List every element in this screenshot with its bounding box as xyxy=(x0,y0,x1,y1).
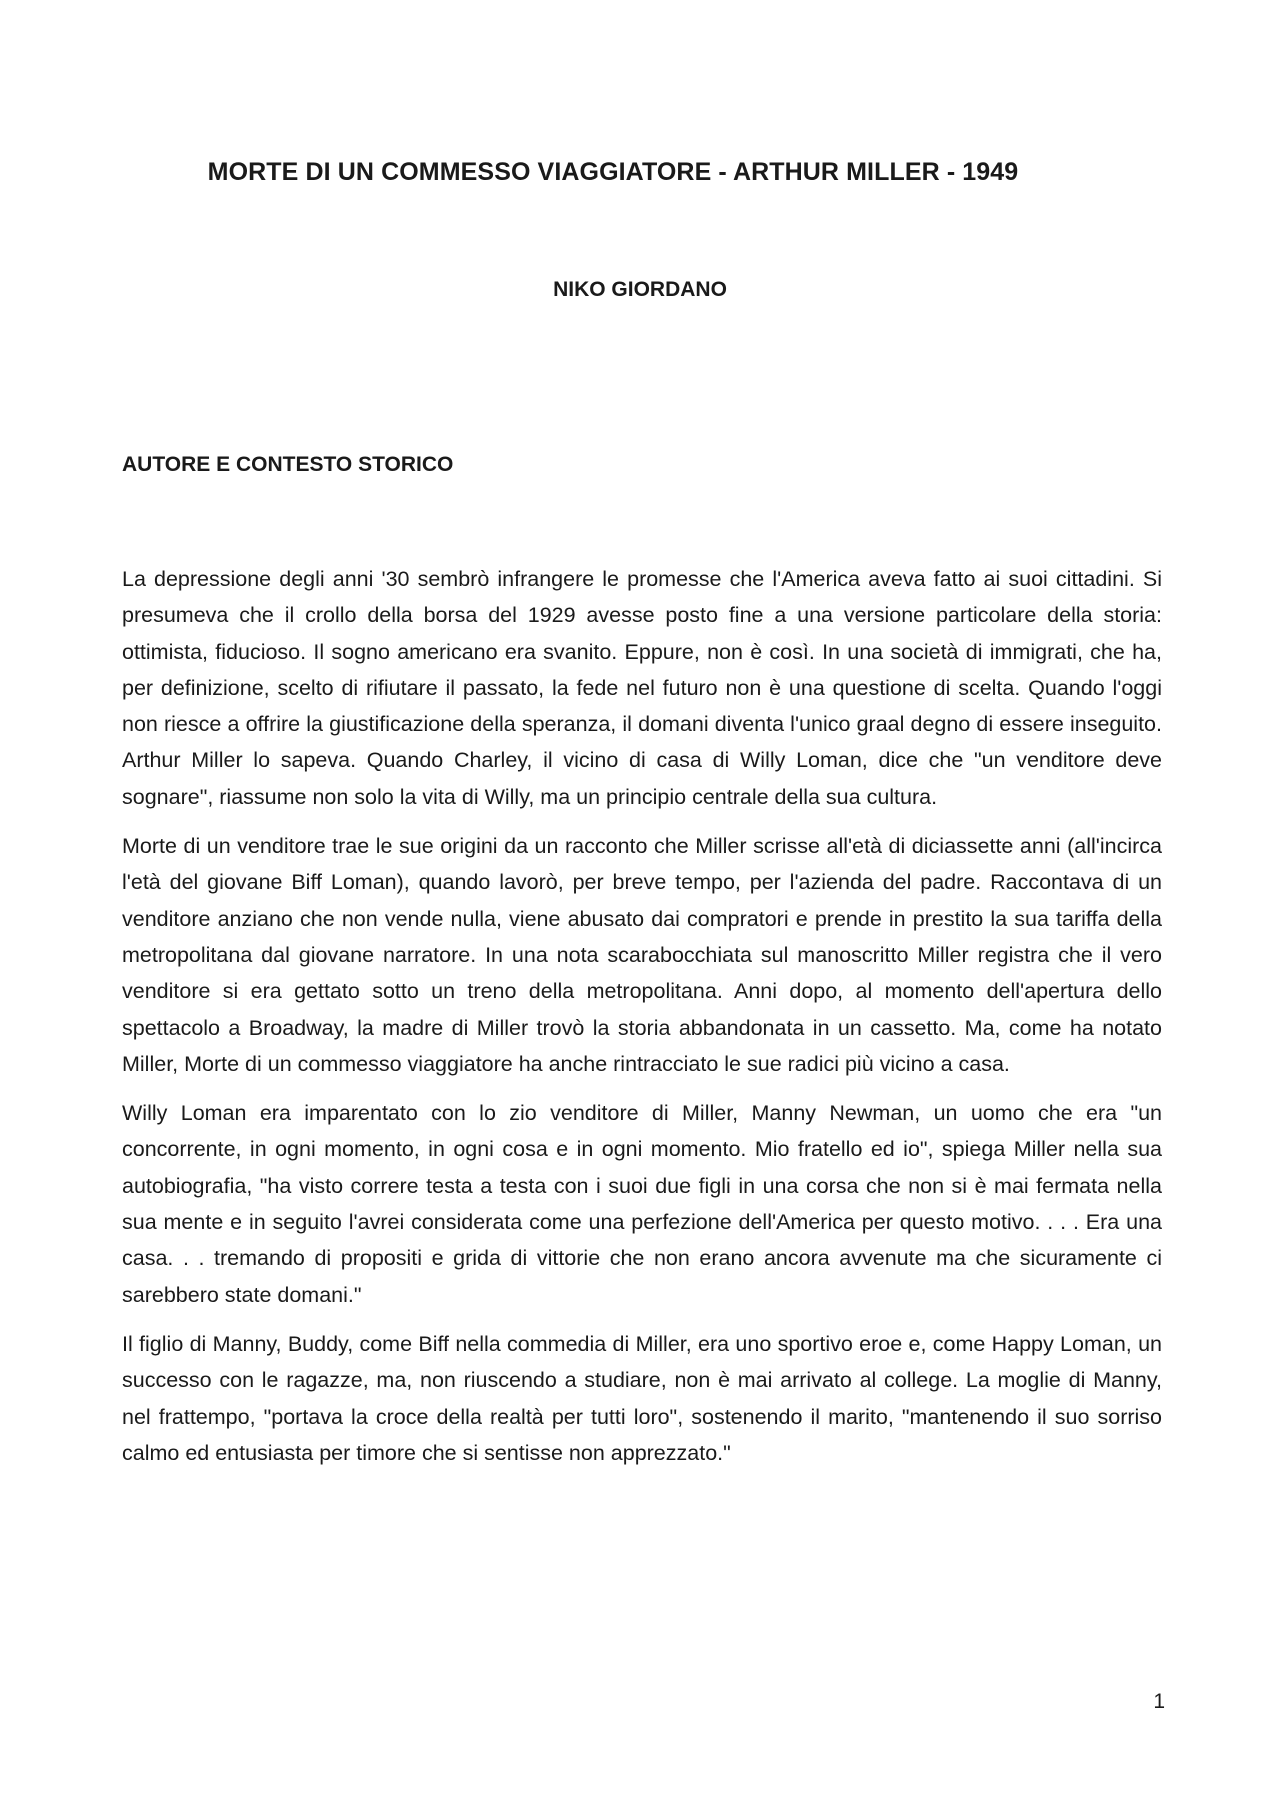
author-name xyxy=(0,278,1280,302)
author-name-text: NIKO GIORDANO xyxy=(553,278,727,301)
paragraph: Willy Loman era imparentato con lo zio venditore di Miller, Manny Newman, un uomo che era "un concorrente, in ogni momento, in ogni cosa e in ogni momento. Mio fratello ed io", spiega Miller nella sua autobiografia, "ha visto correre testa a testa con i suoi due figli in una corsa che non si è mai fermata nella sua mente e in seguito l'avrei considerata come una perfezione dell'America per questo motivo. . . . Era una casa. . . tremando di propositi e grida di vittorie che non erano ancora avvenute ma che sicuramente ci sarebbero state domani." xyxy=(122,1101,1162,1307)
page-number: 1 xyxy=(1153,1690,1165,1713)
section-heading: AUTORE E CONTESTO STORICO xyxy=(122,453,454,476)
paragraph: Morte di un venditore trae le sue origini da un racconto che Miller scrisse all'età di diciassette anni (all'incirca l'età del giovane Biff Loman), quando lavorò, per breve tempo, per l'azienda del padre. Raccontava di un venditore anziano che non vende nulla, viene abusato dai compratori e prende in prestito la sua tariffa della metropolitana dal giovane narratore. In una nota scarabocchiata sul manoscritto Miller registra che il vero venditore si era gettato sotto un treno della metropolitana. Anni dopo, al momento dell'apertura dello spettacolo a Broadway, la madre di Miller trovò la storia abbandonata in un cassetto. Ma, come ha notato Miller, Morte di un commesso viaggiatore ha anche rintracciato le sue radici più vicino a casa. xyxy=(122,834,1162,1076)
document-title xyxy=(0,158,1280,187)
paragraph: La depressione degli anni '30 sembrò infrangere le promesse che l'America aveva fatto ai suoi cittadini. Si presumeva che il crollo della borsa del 1929 avesse posto fine a una versione particolare della storia: ottimista, fiducioso. Il sogno americano era svanito. Eppure, non è così. In una società di immigrati, che ha, per definizione, scelto di rifiutare il passato, la fede nel futuro non è una questione di scelta. Quando l'oggi non riesce a offrire la giustificazione della speranza, il domani diventa l'unico graal degno di essere inseguito. Arthur Miller lo sapeva. Quando Charley, il vicino di casa di Willy Loman, dice che "un venditore deve sognare", riassume non solo la vita di Willy, ma un principio centrale della sua cultura. xyxy=(122,567,1162,809)
body-text xyxy=(122,561,1162,1484)
paragraph: Il figlio di Manny, Buddy, come Biff nella commedia di Miller, era uno sportivo eroe e, come Happy Loman, un successo con le ragazze, ma, non riuscendo a studiare, non è mai arrivato al college. La moglie di Manny, nel frattempo, "portava la croce della realtà per tutti loro", sostenendo il marito, "mantenendo il suo sorriso calmo ed entusiasta per timore che si sentisse non apprezzato." xyxy=(122,1331,1162,1465)
document-title-text: MORTE DI UN COMMESSO VIAGGIATORE - ARTHUR MILLER - 1949 xyxy=(207,158,1019,186)
